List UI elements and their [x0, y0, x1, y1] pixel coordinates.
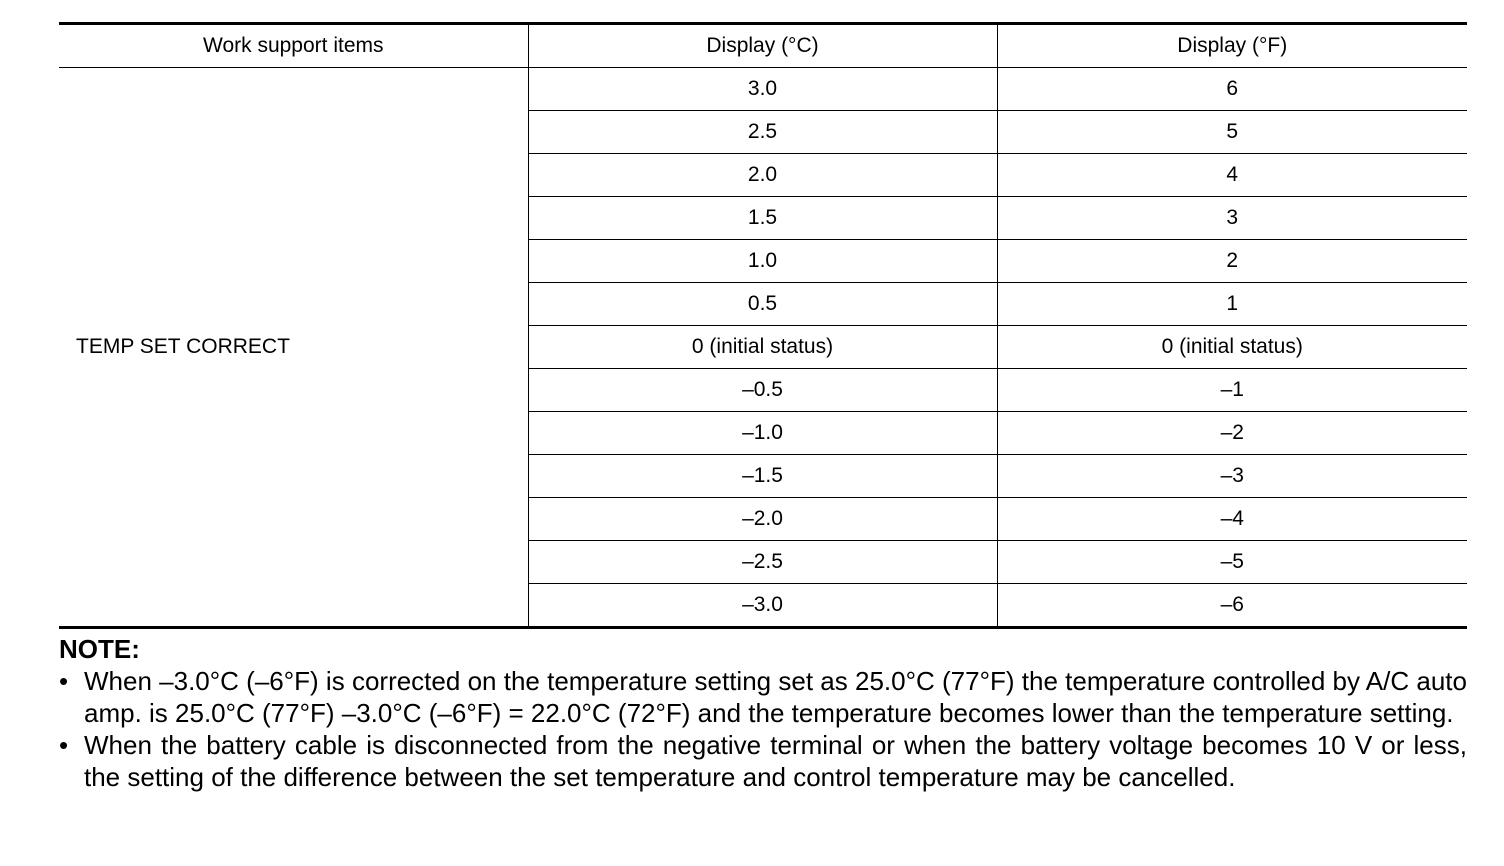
work-support-item-cell: TEMP SET CORRECT [76, 335, 290, 358]
fahrenheit-cell: 4 [997, 154, 1467, 197]
celsius-cell: –2.0 [528, 498, 997, 541]
fahrenheit-cell: –1 [997, 369, 1467, 412]
note-text: When –3.0°C (–6°F) is corrected on the temperature setting set as 25.0°C (77°F) the temperature controlled by A/C auto amp. is 25.0°C (77°F) –3.0°C (–6°F) = 22.0°C (72°F) and the temperature becomes lower than the temperature setting. [84, 666, 1467, 728]
celsius-cell: –2.5 [528, 541, 997, 584]
celsius-cell: 2.5 [528, 111, 997, 154]
celsius-cell: –0.5 [528, 369, 997, 412]
fahrenheit-cell: 2 [997, 240, 1467, 283]
note-list [59, 665, 1467, 793]
celsius-cell: 1.5 [528, 197, 997, 240]
celsius-cell: 0.5 [528, 283, 997, 326]
fahrenheit-cell: 0 (initial status) [997, 326, 1467, 369]
document-page [59, 22, 1467, 793]
bullet-icon: • [59, 666, 69, 696]
note-section [59, 633, 1467, 793]
celsius-cell: 2.0 [528, 154, 997, 197]
celsius-cell: –1.0 [528, 412, 997, 455]
note-text: When the battery cable is disconnected from the negative terminal or when the battery voltage becomes 10 V or less, the setting of the difference between the set temperature and control temperature may be cancelled. [84, 730, 1467, 792]
header-display-fahrenheit: Display (°F) [997, 24, 1467, 68]
table-row [59, 68, 1467, 111]
header-display-celsius: Display (°C) [528, 24, 997, 68]
note-list-item [59, 665, 1467, 729]
table-body [59, 68, 1467, 628]
fahrenheit-cell: 3 [997, 197, 1467, 240]
fahrenheit-cell: –6 [997, 584, 1467, 628]
celsius-cell: 3.0 [528, 68, 997, 111]
header-work-support-items: Work support items [59, 24, 528, 68]
fahrenheit-cell: –4 [997, 498, 1467, 541]
bullet-icon: • [59, 730, 69, 760]
table-header-row [59, 24, 1467, 68]
fahrenheit-cell: 6 [997, 68, 1467, 111]
celsius-cell: –1.5 [528, 455, 997, 498]
celsius-cell: 1.0 [528, 240, 997, 283]
celsius-cell: 0 (initial status) [528, 326, 997, 369]
work-support-table [59, 22, 1467, 629]
fahrenheit-cell: –2 [997, 412, 1467, 455]
fahrenheit-cell: 5 [997, 111, 1467, 154]
fahrenheit-cell: –5 [997, 541, 1467, 584]
fahrenheit-cell: 1 [997, 283, 1467, 326]
note-title: NOTE: [59, 634, 140, 664]
fahrenheit-cell: –3 [997, 455, 1467, 498]
note-list-item [59, 729, 1467, 793]
celsius-cell: –3.0 [528, 584, 997, 628]
